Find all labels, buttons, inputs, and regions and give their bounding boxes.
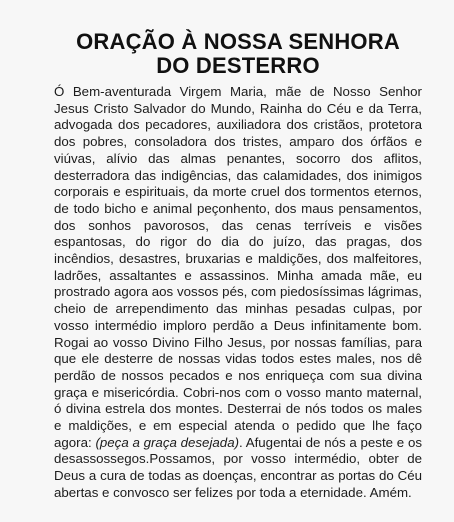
- prayer-text-part-1: Ó Bem-aventurada Virgem Maria, mãe de Nosso Senhor Jesus Cristo Salvador do Mundo, Rainha do Céu e da Terra, advogada dos pecadores, auxiliadora dos cristãos, protetora dos pobres, consoladora dos tristes, amparo dos órfãos e viúvas, alívio das almas penantes, socorro dos aflitos, desterradora das indigências, das calamidades, dos inimigos corporais e espirituais, da morte cruel dos tormentos eternos, de todo bicho e animal peçonhento, dos maus pensamentos, dos sonhos pavorosos, das cenas terríveis e visões espantosas, do rigor do dia do juízo, das pragas, dos incêndios, desastres, bruxarias e maldições, dos malfeitores, ladrões, assaltantes e assassinos. Minha amada mãe, eu prostrado agora aos vossos pés, com piedosíssimas lágrimas, cheio de arrependimento das minhas pesadas culpas, por vosso intermédio imploro perdão a Deus infinitamente bom. Rogai ao vosso Divino Filho Jesus, por nossas famílias, para que ele desterre de nossas vidas todos estes males, nos dê perdão de nossos pecados e nos enriqueça com sua divina graça e misericórdia. Cobri-nos com o vosso manto maternal, ó divina estrela dos montes. Desterrai de nós todos os males e maldições, e em especial atenda o pedido que lhe faço agora:: [54, 84, 422, 450]
- page-title: [54, 30, 422, 78]
- title-line-2: DO DESTERRO: [156, 53, 320, 78]
- prayer-request-placeholder: (peça a graça desejada): [95, 434, 240, 450]
- title-line-1: ORAÇÃO À NOSSA SENHORA: [76, 29, 400, 54]
- prayer-text-part-2: . Afugentai de nós a peste e os desassossegos.Possamos, por vosso intermédio, obter de Deus a cura de todas as doenças, encontrar as portas do Céu abertas e convosco ser felizes por toda a eternidade. Amém.: [54, 434, 422, 500]
- prayer-body: [54, 84, 422, 502]
